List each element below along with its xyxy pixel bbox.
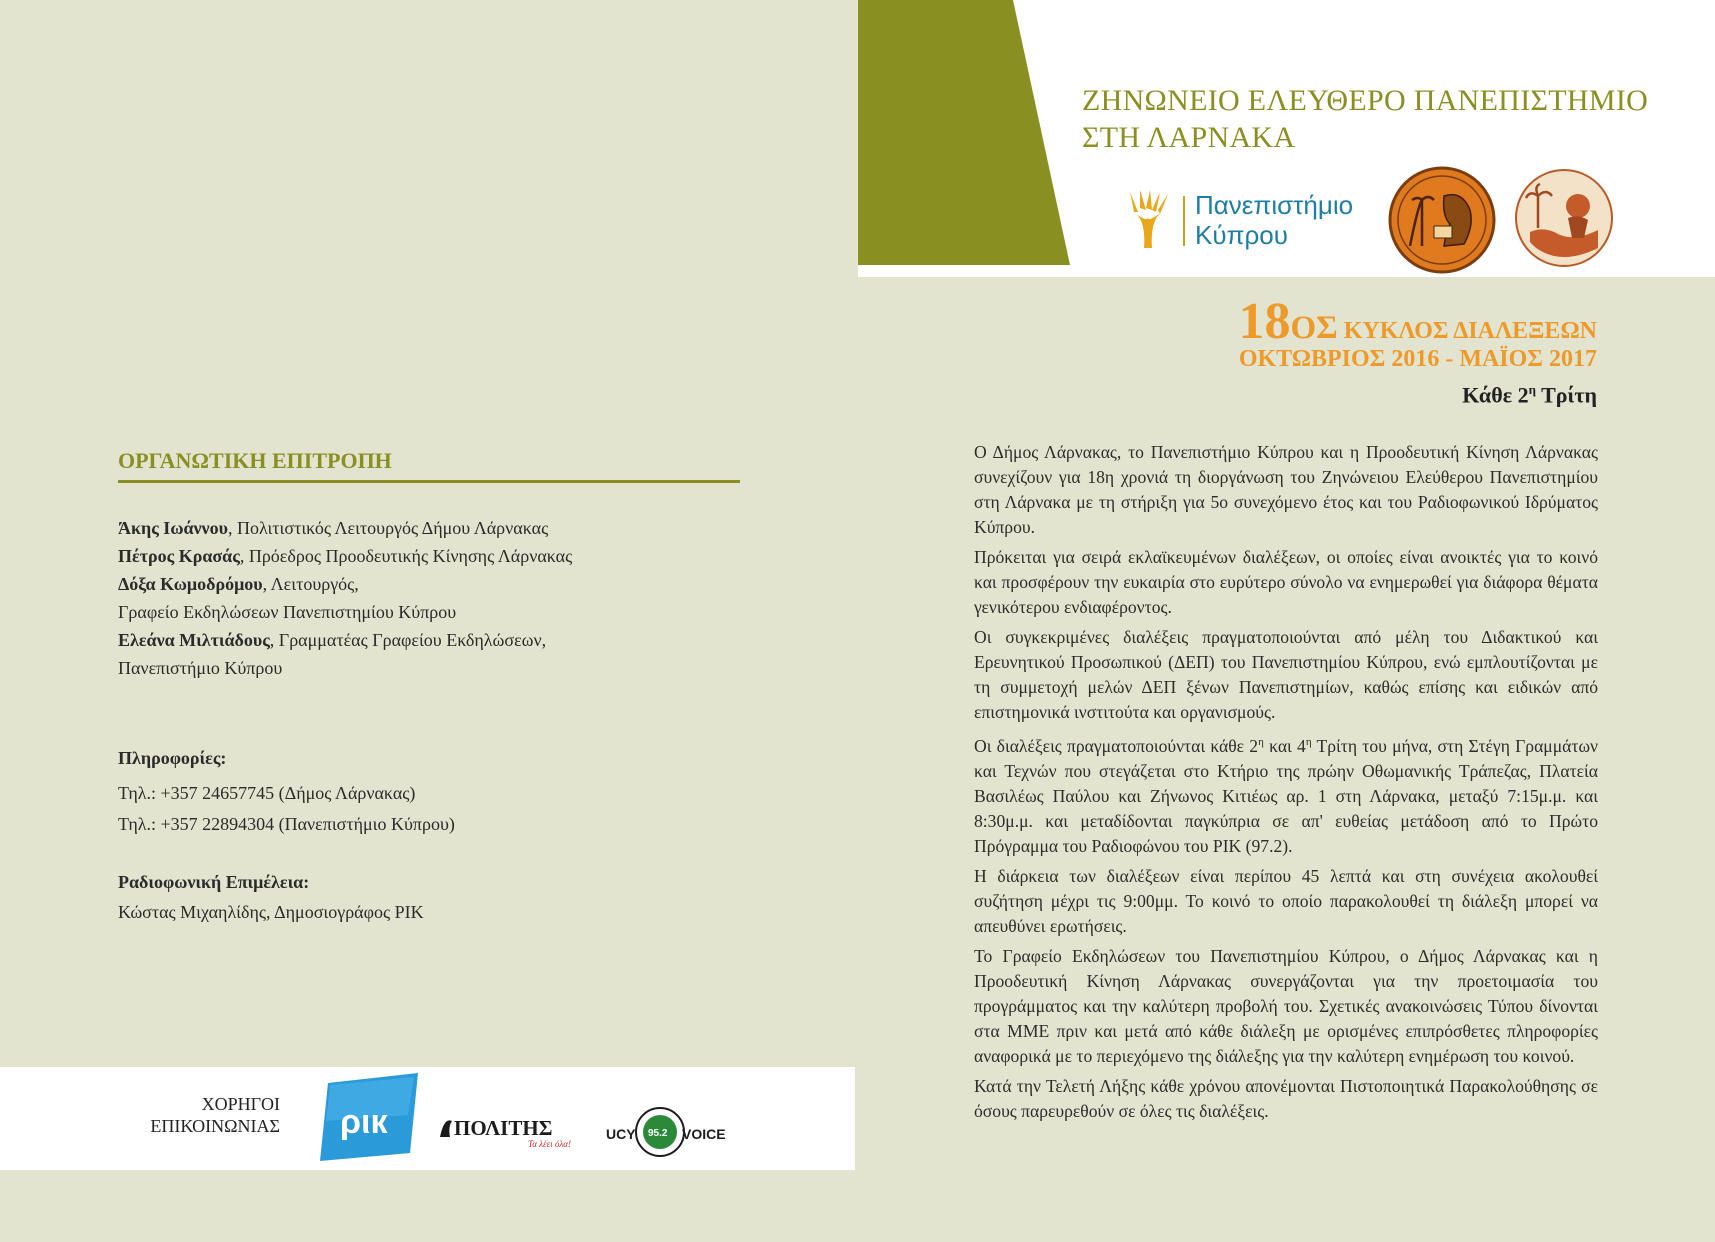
politis-logo-text: ΠΟΛΙΤΗΣ	[454, 1116, 553, 1140]
paragraph-4	[974, 730, 1598, 859]
ucy-voice-frequency-text: 95.2	[648, 1128, 668, 1139]
ucy-name-line-2: Κύπρου	[1195, 220, 1288, 250]
member-role-line-2: Γραφείο Εκδηλώσεων Πανεπιστημίου Κύπρου	[118, 602, 457, 622]
radio-heading: Ραδιοφωνική Επιμέλεια:	[118, 872, 310, 892]
progressive-movement-seal-icon	[1514, 168, 1614, 268]
paragraph-4-part-c: Τρίτη του μήνα, στη Στέγη Γραμμάτων και Τεχνών που στεγάζεται στο Κτήριο της πρώην Οθωμανικής Τράπεζας, Πλατεία Βασιλέως Παύλου και Ζήνωνος Κιτιέως αρ. 1 στη Λάρνακα, μεταξύ 7:15μ.μ. και 8:30μ.μ. και μεταδίδονται παγκύπρια σε απ' ευθείας μετάδοση από το Πρώτο Πρόγραμμα του Ραδιοφώνου του ΡΙΚ (97.2).	[974, 735, 1598, 856]
member-role: , Πολιτιστικός Λειτουργός Δήμου Λάρνακας	[227, 518, 549, 538]
cycle-number: 18	[1238, 293, 1291, 350]
member-role: , Πρόεδρος Προοδευτικής Κίνησης Λάρνακας	[239, 546, 573, 566]
info-heading: Πληροφορίες:	[118, 748, 227, 768]
ric-logo-text: ριк	[340, 1103, 388, 1141]
schedule-prefix: Κάθε 2	[1462, 382, 1529, 408]
committee-members	[118, 514, 758, 682]
radio-editor: Κώστας Μιχαηλίδης, Δημοσιογράφος ΡΙΚ	[118, 902, 424, 922]
ucy-name-line-1: Πανεπιστήμιο	[1195, 190, 1354, 220]
paragraph-6: Το Γραφείο Εκδηλώσεων του Πανεπιστημίου Κύπρου, ο Δήμος Λάρνακας και η Προοδευτική Κίνηση Λάρνακας συνεργάζονται για την προετοιμασία του προγράμματος και την καλύτερη προβολή του. Σχετικές ανακοινώσεις Τύπου δίνονται στα ΜΜΕ πριν και μετά από κάθε διάλεξη με ορισμένες επιπρόσθετες πληροφορίες αναφορικά με το περιεχόμενο της διάλεξης για την καλύτερη ενημέρωση του κοινού.	[974, 945, 1598, 1066]
logo-divider	[1183, 196, 1185, 246]
committee-heading: ΟΡΓΑΝΩΤΙΚΗ ΕΠΙΤΡΟΠΗ	[118, 448, 392, 473]
committee-member	[118, 514, 758, 542]
member-name: Ελεάνα Μιλτιάδους	[118, 630, 270, 650]
member-name: Δόξα Κωμοδρόμου	[118, 574, 263, 594]
phone-list	[118, 778, 455, 840]
politis-logo-icon	[436, 1111, 586, 1151]
committee-divider	[118, 480, 740, 483]
cycle-period: ΟΚΤΩΒΡΙΟΣ 2016 - ΜΑΪΟΣ 2017	[1238, 346, 1597, 372]
title-line-1: ΖΗΝΩΝΕΙΟ ΕΛΕΥΘΕΡΟ ΠΑΝΕΠΙΣΤΗΜΙΟ	[1082, 84, 1649, 117]
ucy-voice-ucy-text: UCY	[606, 1126, 636, 1142]
sponsors-label-line-2: ΕΠΙΚΟΙΝΩΝΙΑΣ	[150, 1116, 280, 1136]
header-banner	[858, 0, 1715, 277]
paragraph-4-sup-1: η	[1258, 736, 1264, 748]
committee-member	[118, 626, 758, 682]
title-line-2: ΣΤΗ ΛΑΡΝΑΚΑ	[1082, 121, 1296, 154]
ucy-voice-voice-text: VOICE	[682, 1126, 726, 1142]
paragraph-2: Πρόκειται για σειρά εκλαϊκευμένων διαλέξεων, οι οποίες είναι ανοικτές για το κοινό και προσφέρουν την ευκαιρία στο ευρύτερο σύνολο να ενημερωθεί για διάφορα θέματα γενικότερου ενδιαφέροντος.	[974, 547, 1598, 617]
cycle-schedule	[1462, 382, 1597, 408]
university-title	[1082, 82, 1702, 156]
member-role: , Λειτουργός,	[262, 574, 359, 594]
paragraph-4-part-b: και 4	[1263, 735, 1306, 756]
ric-logo-icon	[318, 1069, 428, 1169]
member-role-line-2: Πανεπιστήμιο Κύπρου	[118, 658, 283, 678]
politis-logo-subtext: Τα λέει όλα!	[528, 1139, 572, 1149]
paragraph-3: Οι συγκεκριμένες διαλέξεις πραγματοποιούνται από μέλη του Διδακτικού και Ερευνητικού Προσωπικού (ΔΕΠ) του Πανεπιστημίου Κύπρου, ενώ εμπλουτίζονται με τη συμμετοχή μελών ΔΕΠ ξένων Πανεπιστημίων, καθώς επίσης και ειδικών από επιστημονικά ινστιτούτα και οργανισμούς.	[974, 627, 1598, 722]
paragraph-4-sup-2: η	[1305, 736, 1312, 748]
committee-member	[118, 542, 758, 570]
ucy-name	[1195, 190, 1353, 250]
sponsors-label-line-1: ΧΟΡΗΓΟΙ	[201, 1094, 280, 1114]
member-role: , Γραμματέας Γραφείου Εκδηλώσεων,	[269, 630, 547, 650]
committee-member	[118, 570, 758, 626]
paragraph-4-part-a: Οι διαλέξεις πραγματοποιούνται κάθε 2	[974, 735, 1259, 756]
cycle-heading	[1238, 292, 1597, 351]
sponsors-bar	[0, 1067, 855, 1170]
description-text	[974, 440, 1598, 1129]
sponsors-label	[120, 1093, 280, 1137]
paragraph-1: Ο Δήμος Λάρνακας, το Πανεπιστήμιο Κύπρου και η Προοδευτική Κίνηση Λάρνακας συνεχίζουν για 18η χρονιά τη διοργάνωση του Ζηνώνειου Ελεύθερου Πανεπιστημίου στη Λάρνακα με τη στήριξη για 5ο συνεχόμενο έτος και του Ραδιοφωνικού Ιδρύματος Κύπρου.	[974, 442, 1598, 537]
paragraph-5: Η διάρκεια των διαλέξεων είναι περίπου 45 λεπτά και στη συνέχεια ακολουθεί συζήτηση μέχρι τις 9:00μμ. Το κοινό το οποίο παρακολουθεί τη διάλεξη μπορεί να απευθύνει ερωτήσεις.	[974, 865, 1598, 936]
cycle-number-suffix: ΟΣ	[1290, 310, 1338, 346]
member-name: Άκης Ιωάννου	[118, 518, 228, 538]
cycle-label: ΚΥΚΛΟΣ ΔΙΑΛΕΞΕΩΝ	[1343, 318, 1597, 344]
larnaca-municipality-seal-icon	[1388, 166, 1496, 274]
phone-university: Τηλ.: +357 22894304 (Πανεπιστήμιο Κύπρου)	[118, 814, 455, 834]
schedule-suffix: Τρίτη	[1535, 382, 1597, 408]
phone-municipality: Τηλ.: +357 24657745 (Δήμος Λάρνακας)	[118, 783, 416, 803]
ucy-voice-logo-icon	[606, 1101, 726, 1163]
paragraph-7: Κατά την Τελετή Λήξης κάθε χρόνου απονέμονται Πιστοποιητικά Παρακολούθησης σε όσους παρευρεθούν σε όλες τις διαλέξεις.	[974, 1075, 1598, 1121]
schedule-sup: η	[1528, 382, 1536, 397]
member-name: Πέτρος Κρασάς	[118, 546, 240, 566]
